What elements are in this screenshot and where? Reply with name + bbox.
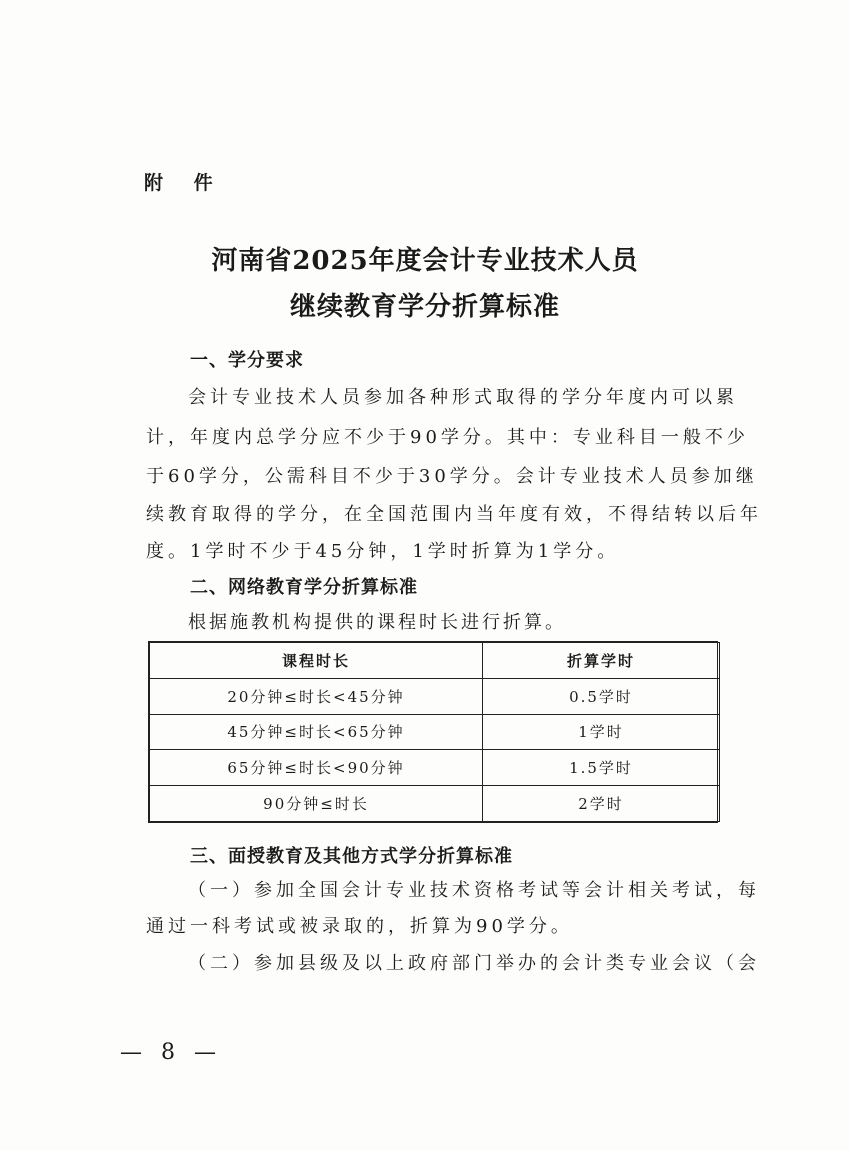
page-number: — 8 — [120,1040,222,1065]
table-cell-hours: 2学时 [483,786,720,822]
conversion-table [148,641,718,823]
table-cell-duration: 20分钟≤时长<45分钟 [150,678,483,714]
document-title-line-2: 继续教育学分折算标准 [289,292,560,322]
table-row [150,678,720,714]
table-cell-duration: 65分钟≤时长<90分钟 [150,750,483,786]
table-row [150,786,720,822]
table-header-row [150,643,720,679]
section-1-heading: 一、学分要求 [190,350,304,371]
section-3-line: （二）参加县级及以上政府部门举办的会计类专业会议（会 [188,953,760,974]
attachment-label: 附 件 [144,172,225,194]
section-1-line: 于60学分，公需科目不少于30学分。会计专业技术人员参加继 [146,466,758,487]
table-cell-duration: 90分钟≤时长 [150,786,483,822]
section-2-intro: 根据施教机构提供的课程时长进行折算。 [188,612,566,633]
table-cell-duration: 45分钟≤时长<65分钟 [150,714,483,750]
section-2-heading: 二、网络教育学分折算标准 [190,577,418,598]
document-title-line-1: 河南省2025年度会计专业技术人员 [211,246,639,276]
section-1-line: 会计专业技术人员参加各种形式取得的学分年度内可以累 [188,387,738,408]
section-1-line: 计，年度内总学分应不少于90学分。其中：专业科目一般不少 [146,427,749,448]
table-cell-hours: 1学时 [483,714,720,750]
section-3-line: 通过一科考试或被录取的，折算为90学分。 [146,916,573,937]
section-1-line: 度。1学时不少于45分钟，1学时折算为1学分。 [146,541,620,562]
section-1-line: 续教育取得的学分，在全国范围内当年度有效，不得结转以后年 [146,504,762,525]
table-cell-hours: 1.5学时 [483,750,720,786]
table-header-hours: 折算学时 [483,643,720,679]
table-header-duration: 课程时长 [150,643,483,679]
table-row [150,750,720,786]
section-3-line: （一）参加全国会计专业技术资格考试等会计相关考试，每 [188,880,760,901]
table-cell-hours: 0.5学时 [483,678,720,714]
table-row [150,714,720,750]
section-3-heading: 三、面授教育及其他方式学分折算标准 [190,846,513,867]
